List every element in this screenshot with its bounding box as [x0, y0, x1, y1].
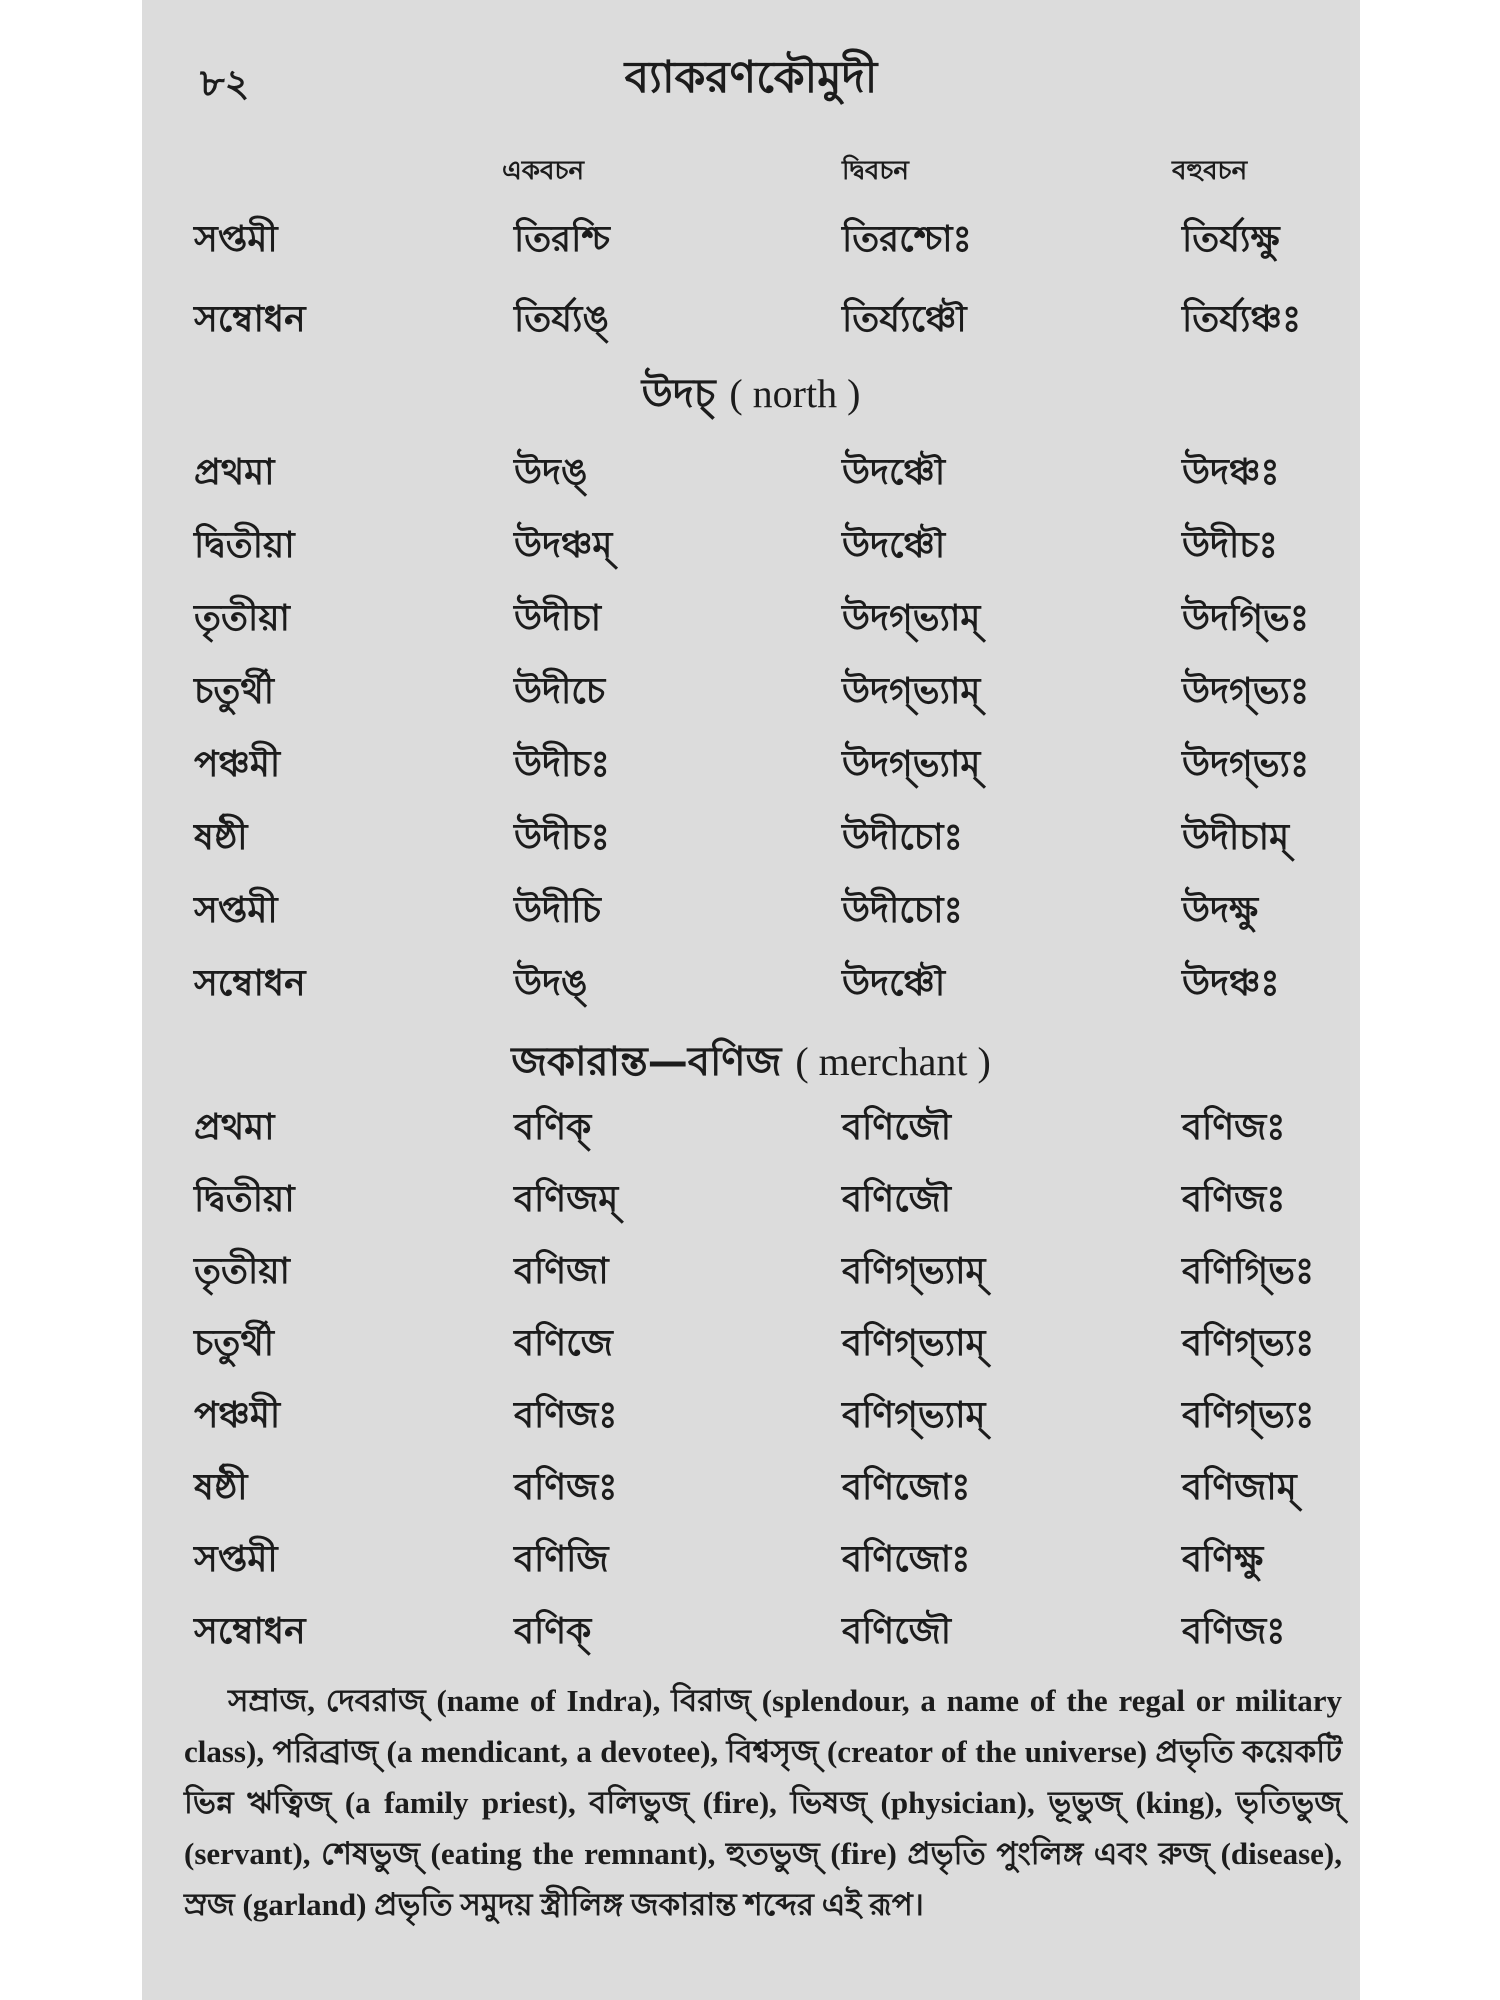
dual-form: উদঞ্চৌ	[842, 452, 946, 493]
singular-form: উদীচে	[514, 671, 606, 712]
page-number: ৮২	[200, 61, 250, 105]
singular-form: বণিজঃ	[514, 1467, 618, 1508]
dual-form: বণিজোঃ	[842, 1467, 971, 1508]
dual-form: বণিগ্ভ্যাম্	[842, 1251, 986, 1292]
singular-form: উদঙ্	[514, 963, 588, 1004]
table-row	[142, 956, 1360, 1016]
column-header-plural: বহুবচন	[1172, 156, 1248, 186]
case-label: সপ্তমী	[194, 1539, 278, 1580]
plural-form: তির্য্যঞ্চঃ	[1182, 299, 1302, 340]
table-row	[142, 737, 1360, 797]
table-row	[142, 292, 1360, 352]
table-row	[142, 883, 1360, 943]
singular-form: বণিজঃ	[514, 1395, 618, 1436]
singular-form: উদঞ্চম্	[514, 525, 613, 566]
plural-form: বণিক্ষু	[1182, 1539, 1264, 1580]
dual-form: উদগ্ভ্যাম্	[842, 744, 981, 785]
column-header-singular: একবচন	[502, 156, 584, 186]
dual-form: উদীচোঃ	[842, 817, 963, 858]
running-title: ব্যাকরণকৌমুদী	[624, 52, 878, 103]
dual-form: তিরশ্চোঃ	[842, 219, 972, 260]
plural-form: উদঞ্চঃ	[1182, 452, 1280, 493]
plural-form: উদগ্ভিঃ	[1182, 598, 1310, 639]
singular-form: উদীচঃ	[514, 744, 610, 785]
plural-form: বণিজঃ	[1182, 1107, 1286, 1148]
book-page	[142, 0, 1360, 2000]
plural-form: উদীচঃ	[1182, 525, 1278, 566]
singular-form: বণিক্	[514, 1611, 592, 1652]
dual-form: তির্য্যঞ্চৌ	[842, 299, 967, 340]
plural-form: তির্য্যক্ষু	[1182, 219, 1280, 260]
dual-form: উদঞ্চৌ	[842, 525, 946, 566]
table-row	[142, 1244, 1360, 1304]
singular-form: উদীচা	[514, 598, 602, 639]
table-row	[142, 1604, 1360, 1664]
case-label: প্রথমা	[194, 452, 275, 493]
dual-form: উদীচোঃ	[842, 890, 963, 931]
case-label: প্রথমা	[194, 1107, 275, 1148]
singular-form: তিরশ্চি	[514, 219, 610, 260]
table-row	[142, 1316, 1360, 1376]
plural-form: বণিজঃ	[1182, 1179, 1286, 1220]
dual-form: বণিজৌ	[842, 1179, 952, 1220]
column-headers	[142, 150, 1360, 190]
case-label: চতুর্থী	[194, 671, 275, 712]
case-label: সপ্তমী	[194, 219, 278, 260]
plural-form: বণিগ্ভ্যঃ	[1182, 1395, 1315, 1436]
case-label: সম্বোধন	[194, 963, 306, 1004]
plural-form: উদীচাম্	[1182, 817, 1290, 858]
plural-form: বণিগ্ভিঃ	[1182, 1251, 1315, 1292]
case-label: ষষ্ঠী	[194, 1467, 248, 1508]
table-row	[142, 1100, 1360, 1160]
case-label: পঞ্চমী	[194, 1395, 281, 1436]
singular-form: বণিজি	[514, 1539, 609, 1580]
table-row	[142, 445, 1360, 505]
plural-form: উদগ্ভ্যঃ	[1182, 744, 1310, 785]
section-heading-udac	[142, 362, 1360, 429]
case-label: চতুর্থী	[194, 1323, 275, 1364]
table-row	[142, 664, 1360, 724]
case-label: সম্বোধন	[194, 299, 306, 340]
case-label: দ্বিতীয়া	[194, 525, 295, 566]
table-row	[142, 212, 1360, 272]
case-label: তৃতীয়া	[194, 598, 290, 639]
table-row	[142, 1532, 1360, 1592]
case-label: সপ্তমী	[194, 890, 278, 931]
singular-form: বণিজম্	[514, 1179, 619, 1220]
dual-form: বণিগ্ভ্যাম্	[842, 1395, 986, 1436]
plural-form: বণিগ্ভ্যঃ	[1182, 1323, 1315, 1364]
section-heading-gloss: ( merchant )	[795, 1039, 991, 1084]
singular-form: বণিজা	[514, 1251, 609, 1292]
dual-form: উদঞ্চৌ	[842, 963, 946, 1004]
plural-form: বণিজাম্	[1182, 1467, 1297, 1508]
table-row	[142, 591, 1360, 651]
singular-form: বণিক্	[514, 1107, 592, 1148]
singular-form: উদঙ্	[514, 452, 588, 493]
section-heading-word: জকারান্ত—বণিজ	[511, 1039, 782, 1085]
case-label: দ্বিতীয়া	[194, 1179, 295, 1220]
table-row	[142, 810, 1360, 870]
section-heading-word: উদচ্	[641, 371, 716, 417]
plural-form: উদক্ষু	[1182, 890, 1259, 931]
case-label: পঞ্চমী	[194, 744, 281, 785]
section-heading-gloss: ( north )	[729, 371, 861, 416]
plural-form: উদগ্ভ্যঃ	[1182, 671, 1310, 712]
table-row	[142, 1460, 1360, 1520]
dual-form: বণিজৌ	[842, 1107, 952, 1148]
dual-form: উদগ্ভ্যাম্	[842, 671, 981, 712]
singular-form: উদীচঃ	[514, 817, 610, 858]
case-label: তৃতীয়া	[194, 1251, 290, 1292]
singular-form: তির্য্যঙ্	[514, 299, 609, 340]
dual-form: বণিজৌ	[842, 1611, 952, 1652]
case-label: ষষ্ঠী	[194, 817, 248, 858]
dual-form: বণিগ্ভ্যাম্	[842, 1323, 986, 1364]
dual-form: উদগ্ভ্যাম্	[842, 598, 981, 639]
dual-form: বণিজোঃ	[842, 1539, 971, 1580]
table-row	[142, 1388, 1360, 1448]
singular-form: উদীচি	[514, 890, 601, 931]
case-label: সম্বোধন	[194, 1611, 306, 1652]
singular-form: বণিজে	[514, 1323, 613, 1364]
column-header-dual: দ্বিবচন	[842, 156, 909, 186]
plural-form: উদঞ্চঃ	[1182, 963, 1280, 1004]
footnote-paragraph: সম্রাজ, দেবরাজ্ (name of Indra), বিরাজ্ (splendour, a name of the regal or military class), পরিব্রাজ্ (a mendicant, a devotee), বিশ্বসৃজ্ (creator of the universe) প্রভৃতি কয়েকটি ভিন্ন ঋত্বিজ্ (a family priest), বলিভুজ্ (fire), ভিষজ্ (physician), ভূভুজ্ (king), ভৃতিভুজ্ (servant), শেষভুজ্ (eating the remnant), হুতভুজ্ (fire) প্রভৃতি পুংলিঙ্গ এবং রুজ্ (disease), স্রজ (garland) প্রভৃতি সমুদয় স্ত্রীলিঙ্গ জকারান্ত শব্দের এই রূপ।	[184, 1683, 1342, 1922]
table-row	[142, 518, 1360, 578]
section-heading-banij	[142, 1030, 1360, 1097]
plural-form: বণিজঃ	[1182, 1611, 1286, 1652]
table-row	[142, 1172, 1360, 1232]
